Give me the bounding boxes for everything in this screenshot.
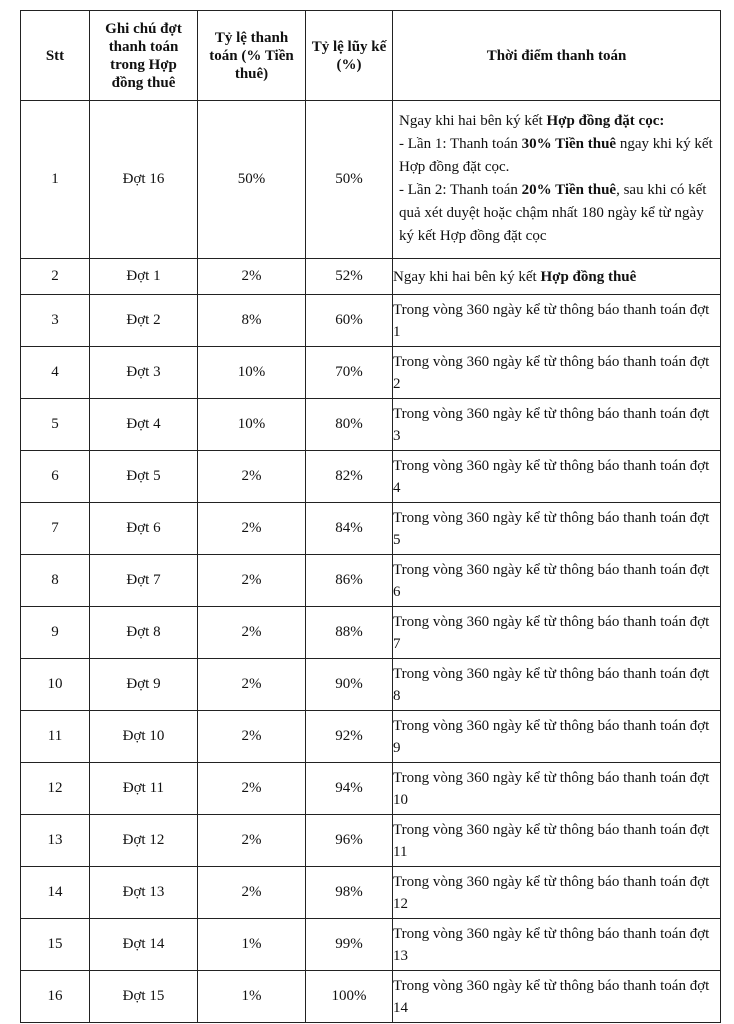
cell-stt: 2 [21, 259, 90, 295]
cell-stt: 5 [21, 399, 90, 451]
table-row [21, 295, 721, 347]
cell-rate: 2% [198, 259, 306, 295]
cell-note: Đợt 16 [90, 101, 198, 259]
cell-timing: Trong vòng 360 ngày kể từ thông báo thanh toán đợt 2 [393, 347, 721, 399]
table-row [21, 259, 721, 295]
table-row [21, 659, 721, 711]
header-note: Ghi chú đợt thanh toán trong Hợp đồng thuê [90, 11, 198, 101]
header-row [21, 11, 721, 101]
cell-note: Đợt 14 [90, 919, 198, 971]
cell-note: Đợt 8 [90, 607, 198, 659]
cell-cumulative: 96% [306, 815, 393, 867]
cell-timing: Trong vòng 360 ngày kể từ thông báo thanh toán đợt 4 [393, 451, 721, 503]
cell-cumulative: 86% [306, 555, 393, 607]
cell-note: Đợt 12 [90, 815, 198, 867]
cell-timing: Trong vòng 360 ngày kể từ thông báo thanh toán đợt 6 [393, 555, 721, 607]
cell-rate: 1% [198, 919, 306, 971]
cell-cumulative: 98% [306, 867, 393, 919]
cell-cumulative: 100% [306, 971, 393, 1023]
cell-rate: 10% [198, 399, 306, 451]
cell-stt: 9 [21, 607, 90, 659]
cell-rate: 2% [198, 659, 306, 711]
cell-timing: Trong vòng 360 ngày kể từ thông báo thanh toán đợt 8 [393, 659, 721, 711]
cell-stt: 1 [21, 101, 90, 259]
cell-rate: 2% [198, 451, 306, 503]
cell-cumulative: 82% [306, 451, 393, 503]
cell-note: Đợt 2 [90, 295, 198, 347]
cell-timing: Trong vòng 360 ngày kể từ thông báo thanh toán đợt 12 [393, 867, 721, 919]
payment-schedule-table [20, 10, 721, 1023]
table-row [21, 451, 721, 503]
cell-note: Đợt 11 [90, 763, 198, 815]
cell-cumulative: 80% [306, 399, 393, 451]
cell-note: Đợt 4 [90, 399, 198, 451]
cell-timing: Trong vòng 360 ngày kể từ thông báo thanh toán đợt 1 [393, 295, 721, 347]
cell-stt: 7 [21, 503, 90, 555]
cell-stt: 4 [21, 347, 90, 399]
cell-timing: Trong vòng 360 ngày kể từ thông báo thanh toán đợt 9 [393, 711, 721, 763]
timing-bold: Hợp đồng thuê [540, 268, 637, 285]
cell-stt: 12 [21, 763, 90, 815]
cell-cumulative: 90% [306, 659, 393, 711]
header-cumulative: Tỷ lệ lũy kế (%) [306, 11, 393, 101]
cell-rate: 2% [198, 555, 306, 607]
cell-timing: Trong vòng 360 ngày kể từ thông báo thanh toán đợt 7 [393, 607, 721, 659]
timing-line-installment-2 [399, 179, 714, 248]
table-row [21, 503, 721, 555]
cell-cumulative: 88% [306, 607, 393, 659]
cell-note: Đợt 1 [90, 259, 198, 295]
cell-note: Đợt 10 [90, 711, 198, 763]
table-row [21, 347, 721, 399]
cell-stt: 8 [21, 555, 90, 607]
cell-note: Đợt 7 [90, 555, 198, 607]
table-row [21, 971, 721, 1023]
timing-text: Ngay khi hai bên ký kết [399, 112, 547, 129]
timing-text: - Lần 2: Thanh toán [399, 181, 522, 198]
table-row [21, 101, 721, 259]
cell-rate: 2% [198, 815, 306, 867]
cell-cumulative: 50% [306, 101, 393, 259]
cell-cumulative: 84% [306, 503, 393, 555]
cell-rate: 8% [198, 295, 306, 347]
cell-timing: Trong vòng 360 ngày kể từ thông báo thanh toán đợt 5 [393, 503, 721, 555]
timing-text: Ngay khi hai bên ký kết [393, 268, 541, 285]
cell-stt: 10 [21, 659, 90, 711]
cell-rate: 2% [198, 503, 306, 555]
header-timing: Thời điểm thanh toán [393, 11, 721, 101]
table-row [21, 867, 721, 919]
cell-rate: 2% [198, 867, 306, 919]
timing-text: - Lần 1: Thanh toán [399, 135, 522, 152]
cell-stt: 16 [21, 971, 90, 1023]
table-row [21, 763, 721, 815]
cell-rate: 50% [198, 101, 306, 259]
timing-bold: 30% Tiền thuê [521, 135, 617, 152]
timing-line-deposit [399, 110, 714, 133]
table-row [21, 607, 721, 659]
cell-note: Đợt 6 [90, 503, 198, 555]
cell-timing: Trong vòng 360 ngày kể từ thông báo thanh toán đợt 10 [393, 763, 721, 815]
timing-bold: 20% Tiền thuê [521, 181, 617, 198]
cell-timing: Trong vòng 360 ngày kể từ thông báo thanh toán đợt 14 [393, 971, 721, 1023]
cell-timing [393, 259, 721, 295]
cell-cumulative: 52% [306, 259, 393, 295]
timing-line-installment-1 [399, 133, 714, 179]
cell-timing: Trong vòng 360 ngày kể từ thông báo thanh toán đợt 13 [393, 919, 721, 971]
cell-stt: 13 [21, 815, 90, 867]
cell-cumulative: 70% [306, 347, 393, 399]
cell-cumulative: 99% [306, 919, 393, 971]
cell-cumulative: 92% [306, 711, 393, 763]
cell-timing: Trong vòng 360 ngày kể từ thông báo thanh toán đợt 11 [393, 815, 721, 867]
cell-timing [393, 101, 721, 259]
header-stt: Stt [21, 11, 90, 101]
cell-stt: 3 [21, 295, 90, 347]
timing-text: , sau khi có kết quả xét duyệt hoặc chậm nhất 180 ngày kể từ ngày ký kết Hợp đồng đặt cọc [399, 181, 707, 244]
cell-stt: 11 [21, 711, 90, 763]
cell-stt: 14 [21, 867, 90, 919]
cell-rate: 1% [198, 971, 306, 1023]
header-rate: Tỷ lệ thanh toán (% Tiền thuê) [198, 11, 306, 101]
cell-rate: 10% [198, 347, 306, 399]
timing-text: ngay khi ký kết Hợp đồng đặt cọc. [399, 135, 713, 175]
cell-stt: 6 [21, 451, 90, 503]
cell-timing: Trong vòng 360 ngày kể từ thông báo thanh toán đợt 3 [393, 399, 721, 451]
cell-note: Đợt 15 [90, 971, 198, 1023]
cell-note: Đợt 5 [90, 451, 198, 503]
table-row [21, 919, 721, 971]
cell-cumulative: 94% [306, 763, 393, 815]
cell-rate: 2% [198, 607, 306, 659]
cell-cumulative: 60% [306, 295, 393, 347]
cell-note: Đợt 9 [90, 659, 198, 711]
cell-stt: 15 [21, 919, 90, 971]
table-row [21, 555, 721, 607]
cell-rate: 2% [198, 763, 306, 815]
table-row [21, 711, 721, 763]
cell-rate: 2% [198, 711, 306, 763]
cell-note: Đợt 3 [90, 347, 198, 399]
timing-bold: Hợp đồng đặt cọc: [546, 112, 665, 129]
cell-note: Đợt 13 [90, 867, 198, 919]
table-row [21, 815, 721, 867]
table-row [21, 399, 721, 451]
